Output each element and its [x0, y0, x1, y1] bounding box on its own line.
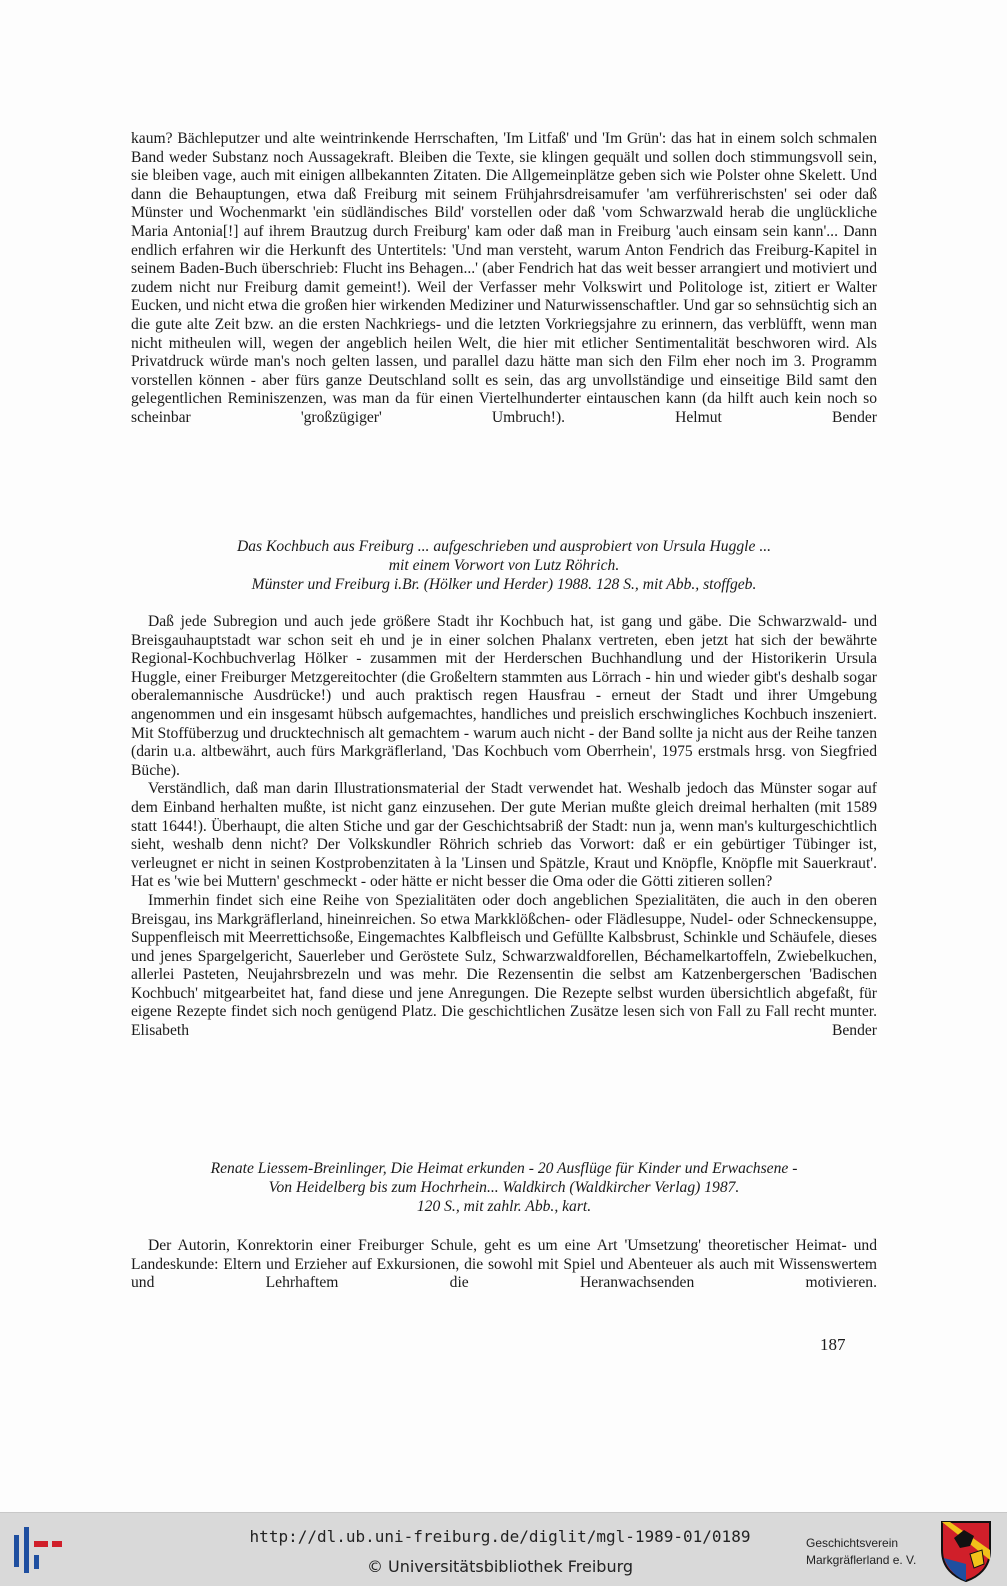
society-line-1: Geschichtsverein	[806, 1536, 899, 1550]
review-paragraph: Daß jede Subregion und auch jede größere Stadt ihr Kochbuch hat, ist gang und gäbe. Die Schwarzwald- und Breisgauhauptstadt war schon seit eh und je in einer solchen Phalanx vertreten, eben jetzt hat sich der bewährte Regional-Kochbuchverlag Hölker - zusammen mit der Herderschen Buchhandlung und der Historikerin Ursula Huggle, einer Freiburger Metzgereitochter (die Großeltern stammten aus Lörrach - hin und wieder gibt's deshalb sogar oberalemannische Ausdrücke!) und auch praktisch regen Hausfrau - erneut der Stadt und ihrer Umgebung angenommen und ein insgesamt hübsch aufgemachtes, handliches und preislich erschwingliches Kochbuch inszeniert. Mit Stoffüberzug und drucktechnisch alt gemachtem - warum auch nicht - der Band sollte ja nicht aus der Reihe tanzen (darin u.a. altbewährt, auch fürs Markgräflerland, 'Das Kochbuch vom Oberrhein', 1975 erstmals hrsg. von Siegfried Büche).	[131, 613, 877, 779]
coat-of-arms-icon	[940, 1520, 992, 1582]
heading-line: 120 S., mit zahlr. Abb., kart.	[416, 1197, 592, 1215]
review-paragraph: Immerhin findet sich eine Reihe von Spezialitäten oder doch angeblichen Spezialitäten, die auch in den oberen Breisgau, ins Markgräflerland, hineinreichen. So etwa Markklößchen- oder Flädlesuppe, Nudel- oder Schneckensuppe, Suppenfleisch mit Meerrettichsoße, Eingemachtes Kalbfleisch und Gefüllte Kalbsbrust, Schinkle und Schäufele, dieses und jenes Spargelgericht, Sauerleber und Geröstete Sulz, Schwarzwaldforellen, Béchamelkartoffeln, Zwiebelkuchen, allerlei Pasteten, Neujahrsbrezeln und was mehr. Die Rezensentin die selbst am Katzenbergerschen 'Badischen Kochbuch' mitgearbeitet hat, fand diese und jene Anregungen. Die Rezepte selbst wurden übersichtlich abgefaßt, für eigene Rezepte findet sich noch genügend Platz. Die geschichtlichen Zusätze lesen sich von Fall zu Fall recht munter. Elisabeth Bender	[131, 891, 877, 1040]
review-elisabeth-bender	[131, 613, 877, 1041]
society-line-2: Markgräflerland e. V.	[806, 1553, 917, 1567]
review-paragraph: Der Autorin, Konrektorin einer Freiburger Schule, geht es um eine Art 'Umsetzung' theoretischer Heimat- und Landeskunde: Eltern und Erzieher auf Exkursionen, die sowohl mit Spiel und Abenteuer als auch mit Wissenswertem und Lehrhaftem die Heranwachsenden motivieren.	[131, 1237, 877, 1292]
review-paragraph: Verständlich, daß man darin Illustrationsmaterial der Stadt verwendet hat. Weshalb jedoch das Münster sogar auf dem Einband herhalten mußte, ist nicht ganz einzusehen. Der gute Merian mußte gleich dreimal herhalten (mit 1589 statt 1644!). Überhaupt, die alten Stiche und gar der Geschichtsabriß der Stadt: nun ja, wenn man's kulturgeschichtlich sieht, weshalb denn nicht? Der Volkskundler Röhrich schrieb das Vorwort: daß er ein gebürtiger Tübinger ist, verleugnet er nicht in seinen Kostprobenzitaten à la 'Linsen und Spätzle, Kraut und Knöpfle, Knöpfle mit Sauerkraut'. Hat es 'wie bei Muttern' geschmeckt - oder hätte er nicht besser die Oma oder die Götti zitieren sollen?	[131, 780, 877, 891]
book-heading-kochbuch	[131, 538, 877, 594]
review-paragraph: kaum? Bächleputzer und alte weintrinkende Herrschaften, 'Im Litfaß' und 'Im Grün': das hat in einem solch schmalen Band weder Substanz noch Aussagekraft. Bleiben die Texte, sie klingen gequält und sollen doch stimmungsvoll sein, sie bleiben vage, auch mit einigen allbekannten Zitaten. Die Allgemeinplätze geben sich wie Polster ohne Skelett. Und dann die Behauptungen, etwa daß Freiburg mit seinem Frühjahrsdreisamufer 'am verführerischsten' sei oder daß Münster und Wochenmarkt 'ein südländisches Bild' vorstellen oder daß 'vom Schwarzwald herab die unglückliche Maria Antonia[!] auf ihrem Brautzug durch Freiburg' kam oder daß man in Freiburg 'auch einsam sein kann'... Dann endlich erfahren wir die Herkunft des Untertitels: 'Und man versteht, warum Anton Fendrich das Freiburg-Kapitel in seinem Baden-Buch überschrieb: Flucht ins Behagen...' (aber Fendrich hat das weit besser arrangiert und motiviert und zudem nicht nur Freiburg damit gemeint!). Weil der Verfasser mehr Volkswirt und Politologe ist, zitiert er Walter Eucken, und nicht etwa die großen hier wirkenden Mediziner und Naturwissenschaftler. Und gar so sehnsüchtig sich an die gute alte Zeit bzw. an die ersten Nachkriegs- und die letzten Vorkriegsjahre zu erinnern, das verblüfft, wenn man nicht mitheulen will, wegen der angeblich heilen Welt, die hier mit etlicher Sentimentalität beschworen wird. Als Privatdruck würde man's noch gelten lassen, und parallel dazu hätte man sich den Film eher noch im 3. Programm vorstellen können - aber fürs ganze Deutschland sollt es sein, das arg unvollständige und einseitige Bild samt den gelegentlichen Reminiszenzen, was man da für einen Viertelhunderter eintauschen kann (da hilft auch kein noch so scheinbar 'großzügiger' Umbruch!). Helmut Bender	[131, 130, 877, 426]
ub-freiburg-logo-icon	[12, 1527, 64, 1573]
document-url-link[interactable]: http://dl.ub.uni-freiburg.de/diglit/mgl-1989-01/0189	[249, 1527, 751, 1546]
heading-line: Von Heidelberg bis zum Hochrhein... Waldkirch (Waldkircher Verlag) 1987.	[268, 1178, 740, 1196]
review-heimat	[131, 1237, 877, 1293]
heading-line: Das Kochbuch aus Freiburg ... aufgeschrieben und ausprobiert von Ursula Huggle ...	[236, 538, 772, 555]
page-number: 187	[820, 1335, 846, 1354]
review-helmut-bender	[131, 130, 877, 428]
book-heading-heimat	[131, 1160, 877, 1216]
society-name	[806, 1535, 916, 1569]
viewer-footer	[0, 1512, 1007, 1586]
heading-line: mit einem Vorwort von Lutz Röhrich.	[388, 556, 620, 574]
heading-line: Renate Liessem-Breinlinger, Die Heimat erkunden - 20 Ausflüge für Kinder und Erwachsene -	[210, 1160, 798, 1177]
heading-line: Münster und Freiburg i.Br. (Hölker und Herder) 1988. 128 S., mit Abb., stoffgeb.	[251, 575, 757, 593]
copyright-text: © Universitätsbibliothek Freiburg	[366, 1557, 634, 1576]
